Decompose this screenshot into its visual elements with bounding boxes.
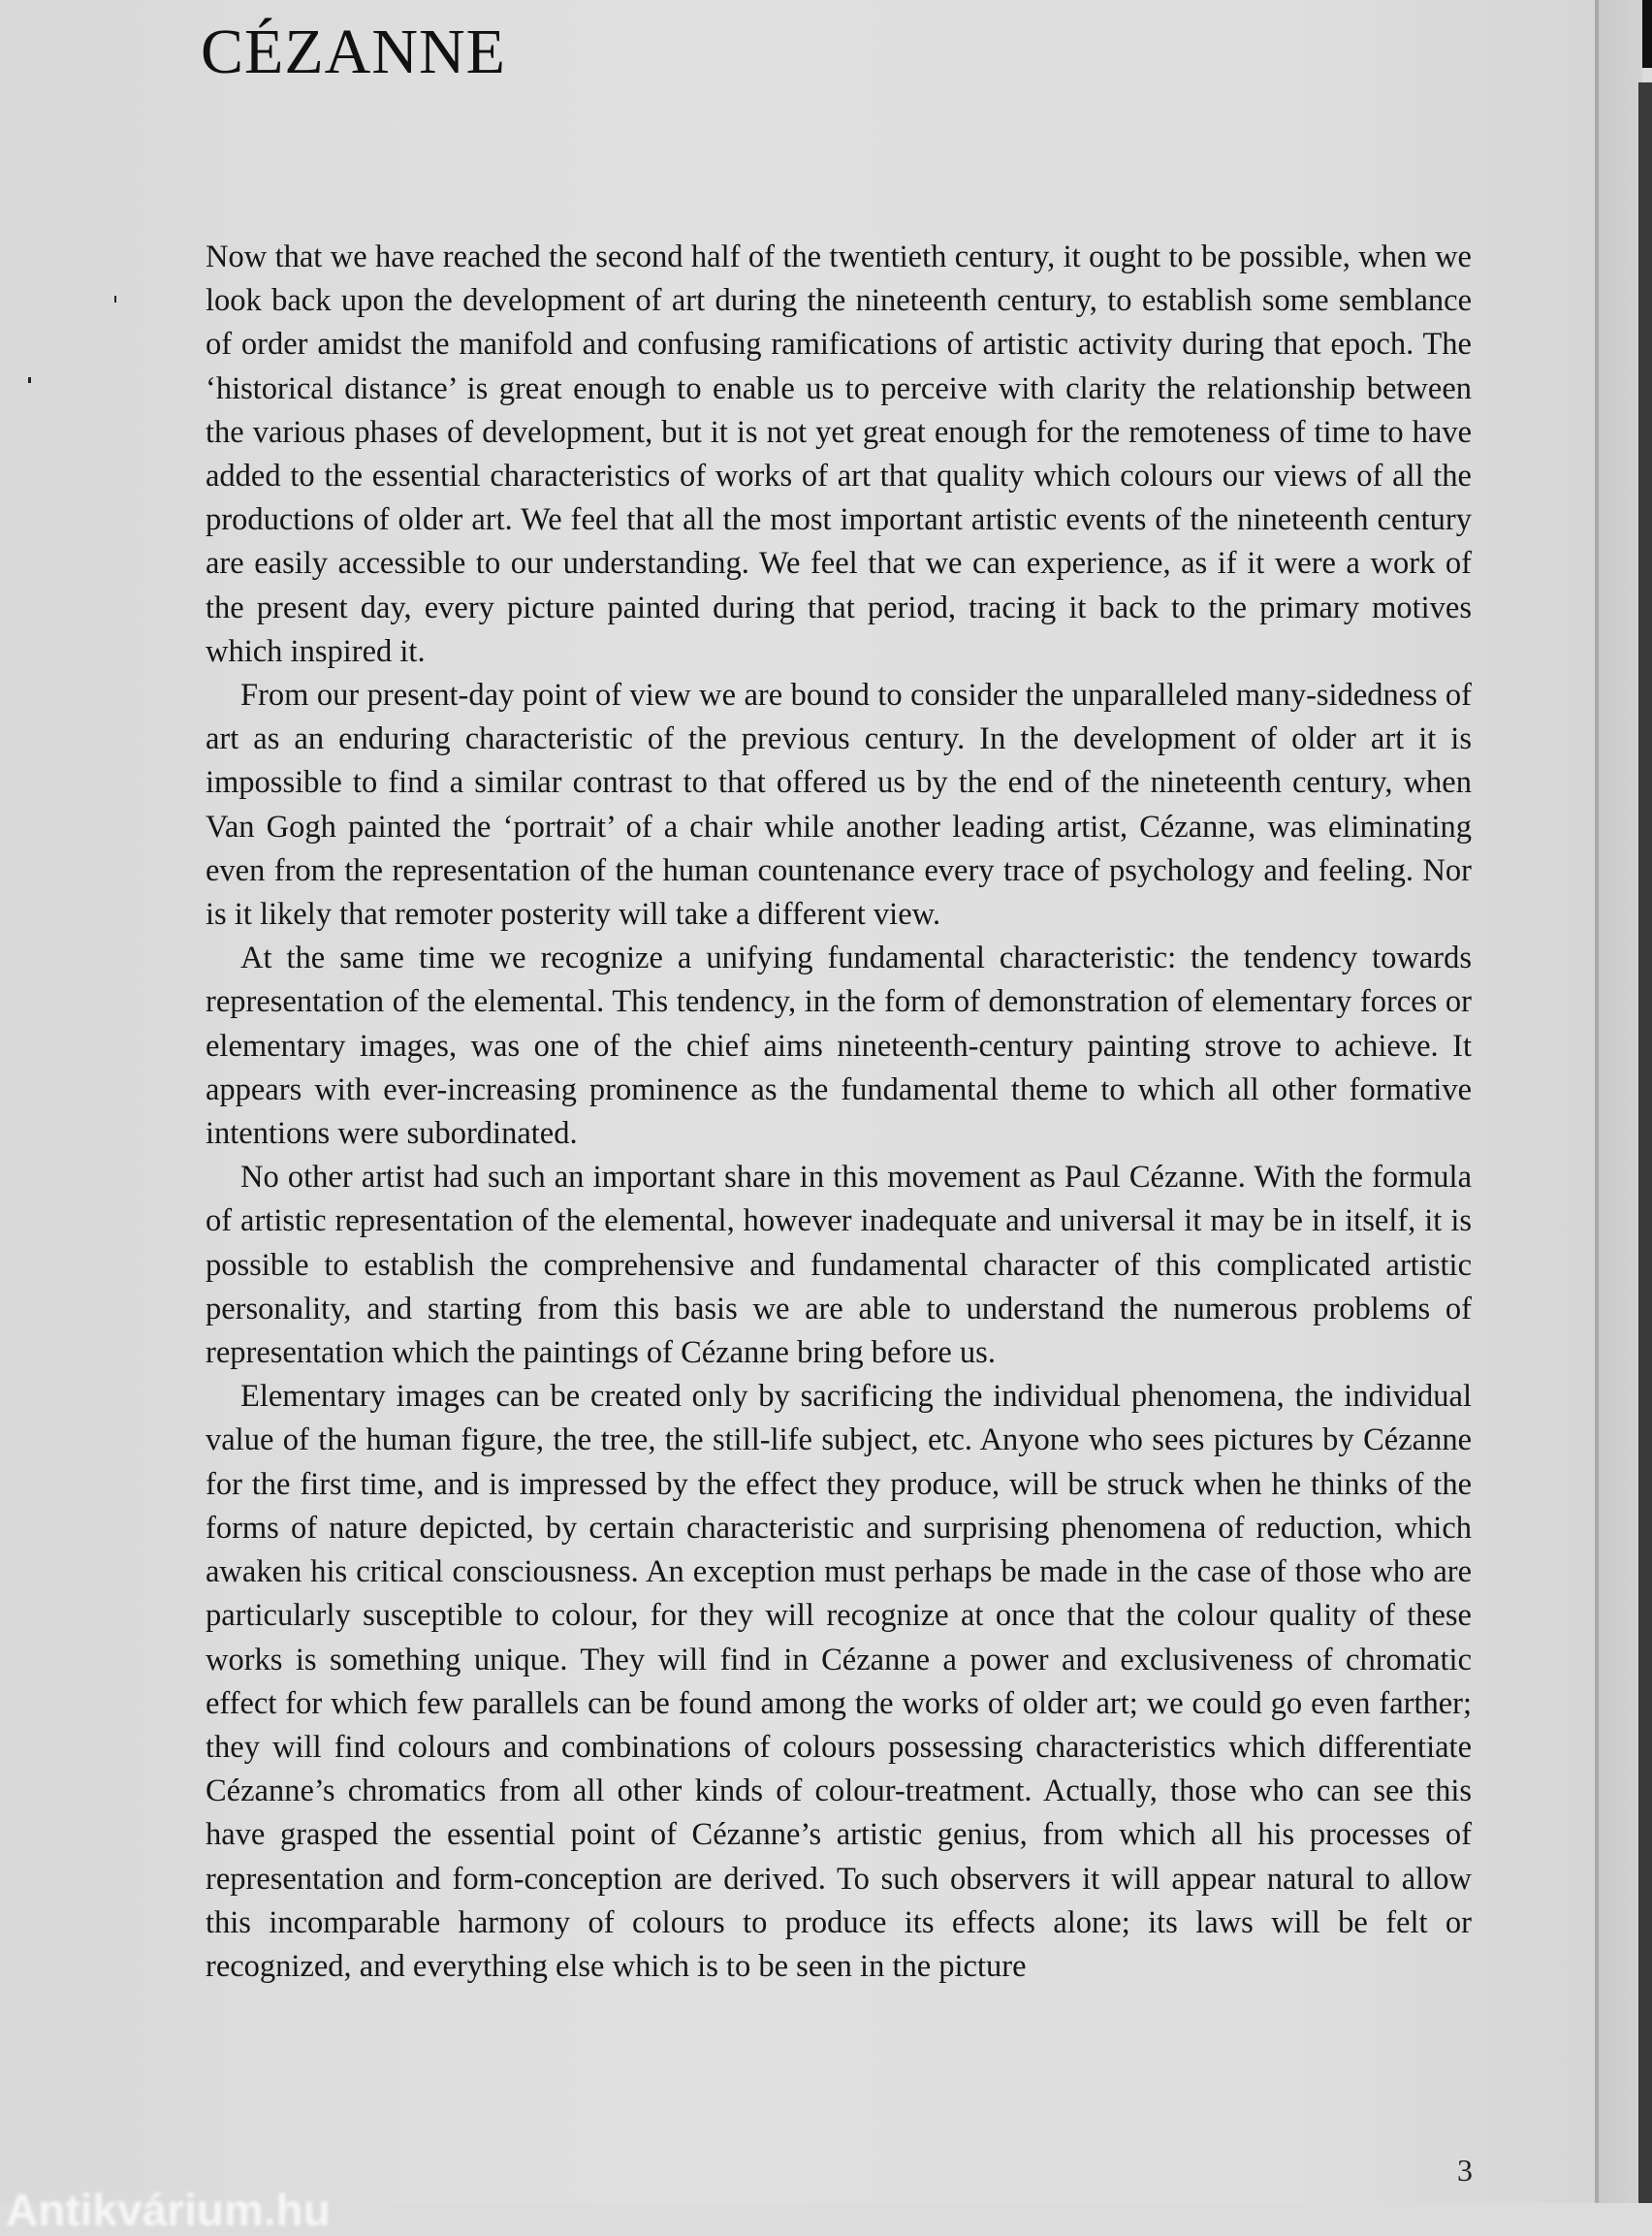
- page-number: 3: [1457, 2153, 1473, 2188]
- chapter-heading: CÉZANNE: [201, 16, 506, 87]
- dark-background-edge: [1638, 82, 1652, 2203]
- underlying-page-edge: [1599, 0, 1642, 2203]
- dust-speck: [28, 377, 31, 383]
- paragraph: Now that we have reached the second half of the twentieth century, it ought to be possible, when we look back upon the development of art during the nineteenth century, to establish some semblance of order amidst the manifold and confusing ramifications of artistic activity during that epoch. The ‘historical distance’ is great enough to enable us to perceive with clarity the relationship between the various phases of development, but it is not yet great enough for the remoteness of time to have added to the essential characteristics of works of art that quality which colours our views of all the productions of older art. We feel that all the most important artistic events of the nineteenth century are easily accessible to our understanding. We feel that we can experience, as if it were a work of the present day, every picture painted during that period, tracing it back to the primary motives which inspired it.: [206, 240, 1472, 669]
- dark-edge-top: [1642, 0, 1652, 68]
- paragraph: At the same time we recognize a unifying fundamental characteristic: the tendency towards representation of the elemental. This tendency, in the form of demonstration of elementary forces or elementary images, was one of the chief aims nineteenth-century painting strove to achieve. It appears with ever-increasing prominence as the fundamental theme to which all other formative intentions were subordinated.: [206, 941, 1472, 1152]
- paragraph: From our present-day point of view we are bound to consider the unparalleled many-sidedness of art as an enduring characteristic of the previous century. In the development of older art it is impossible to find a similar contrast to that offered us by the end of the nineteenth century, when Van Gogh painted the ‘portrait’ of a chair while another leading artist, Cézanne, was eliminating even from the representation of the human countenance every trace of psychology and feeling. Nor is it likely that remoter posterity will take a different view.: [206, 678, 1472, 933]
- watermark: Antikvárium.hu: [6, 2185, 331, 2235]
- paragraph: No other artist had such an important share in this movement as Paul Cézanne. With the formula of artistic representation of the elemental, however inadequate and universal it may be in itself, it is possible to establish the comprehensive and fundamental character of this complicated artistic personality, and starting from this basis we are able to understand the numerous problems of representation which the paintings of Cézanne bring before us.: [206, 1160, 1472, 1371]
- paragraph: Elementary images can be created only by sacrificing the individual phenomena, the individual value of the human figure, the tree, the still-life subject, etc. Anyone who sees pictures by Cézanne for the first time, and is impressed by the effect they produce, will be struck when he thinks of the forms of nature depicted, by certain characteristic and surprising phenomena of reduction, which awaken his critical consciousness. An exception must perhaps be made in the case of those who are particularly susceptible to colour, for they will recognize at once that the colour quality of these works is something unique. They will find in Cézanne a power and exclusiveness of chromatic effect for which few parallels can be found among the works of older art; we could go even farther; they will find colours and combinations of colours possessing characteristics which differentiate Cézanne’s chromatics from all other kinds of colour-treatment. Actually, those who can see this have grasped the essential point of Cézanne’s artistic genius, from which all his processes of representation and form-conception are derived. To such observers it will appear natural to allow this incomparable harmony of colours to produce its effects alone; its laws will be felt or recognized, and everything else which is to be seen in the picture: [206, 1379, 1472, 1984]
- dust-speck: [114, 296, 116, 303]
- body-text: [206, 236, 1472, 1989]
